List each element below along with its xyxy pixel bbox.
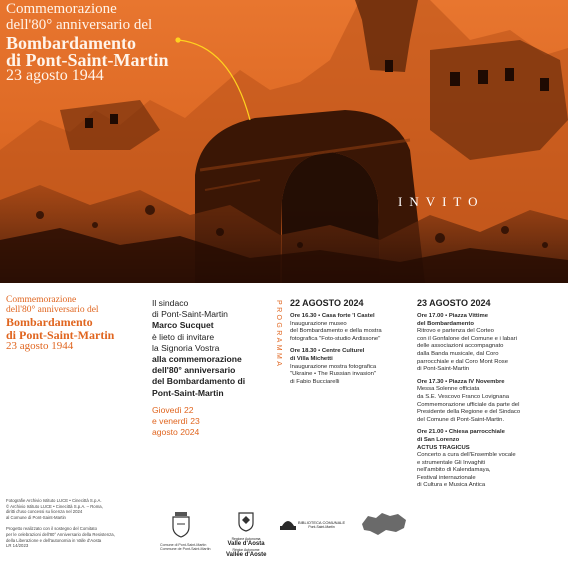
event-line: di Cultura e Musica Antica [417,482,486,489]
event-line: del Bombardamento [417,320,474,327]
left-title [6,296,142,353]
valle-line: Regione Autonoma [231,537,261,541]
event-time-place: Ore 18.30 • Centre Culturel [290,348,365,355]
invitation-date: e venerdì 23 [152,416,200,427]
event-line: di Fabio Bucciarelli [290,378,340,385]
event-line: ACTUS TRAGICUS [417,444,470,451]
invitation-line: Pont-Saint-Martin [152,387,224,398]
event-line: Inaugurazione mostra fotografica [290,363,377,370]
comune-logo [160,512,211,552]
programma-text: PROGRAMMA [275,300,282,369]
event-line: di San Lorenzo [417,436,460,443]
credits [6,498,146,549]
event-line: di Pont-Saint-Martin [417,366,470,373]
invitation-line: di Pont-Saint-Martin [152,309,228,320]
left-title-line-5: 23 agosto 1944 [6,340,74,353]
biblioteca-line: Pont-Saint-Martin [308,525,335,529]
invitation-line: la Signoria Vostra [152,342,220,353]
event-time-place: Ore 16.30 • Casa forte 'l Castel [290,313,375,319]
region-map-logo [360,510,410,543]
invitation-date: Giovedì 22 [152,404,194,415]
event-line: fotografica "Foto-studio Ardissone" [290,335,381,342]
event-line: di Villa Michetti [290,355,333,362]
event-line: Presidente della Regione e del Sindaco [417,409,521,416]
event-line: parrocchiale e dal Coro Mont Rose [417,358,509,365]
hero-title-line-3: Bombardamento [6,33,136,53]
valle-line: Région Autonome [232,548,260,552]
region-crest-icon [226,512,266,532]
day-2-heading: 23 AGOSTO 2024 [417,298,491,308]
event-line: nell'ambito di Kalendamaya, [417,467,491,474]
hero-title-line-2: dell'80° anniversario del [6,17,153,33]
valle-line: Valle d'Aosta [227,541,265,547]
day-2-schedule [417,298,565,490]
valle-aosta-logo [226,512,266,559]
event-time-place: Ore 17.00 • Piazza Vittime [417,313,489,319]
invitation-line: è lieto di invitare [152,331,215,342]
photo-credit-line: © Archivio Istituto LUCE • Cinecittà S.p.A. – Roma, [6,503,103,509]
invitation-line: del Bombardamento di [152,376,246,387]
event-line: del Comune di Pont-Saint-Martin. [417,416,505,423]
project-credit-line: LR 14/2023 [6,543,29,549]
event-line: del Bombardamento e della mostra [290,328,382,335]
event-line: da S.E. Vescovo Franco Lovignana [417,393,510,400]
event-line: delle associazioni accompagnato [417,343,504,350]
hero-title-line-4: di Pont-Saint-Martin [6,50,169,70]
project-credit-line: Progetto realizzato con il sostegno del Comitato [6,526,98,532]
programma-label [270,300,284,378]
event-time-place: Ore 21.00 • Chiesa parrocchiale [417,429,505,436]
event-line: Ritrovo e partenza del Corteo [417,328,494,335]
event-line: Concerto a cura dell'Ensemble vocale [417,452,516,459]
invitation-line: dell'80° anniversario [152,365,236,376]
invitation-line: Il sindaco [152,298,189,308]
coat-of-arms-icon [160,512,202,538]
invito-label: INVITO [398,194,485,209]
event-line: Inaugurazione museo [290,320,347,327]
invitation-date: agosto 2024 [152,427,200,438]
event-line: e strumentale Gli Invaghiti [417,459,486,466]
left-title-line-1: Commemorazione [6,295,77,305]
comune-caption-line: Comune di Pont-Saint-Martin [160,543,207,547]
event-line: dalla Banda musicale, dal Coro [417,350,499,357]
biblioteca-line: BIBLIOTECA COMUNALE [298,520,346,525]
day-1-schedule [290,298,412,386]
left-title-line-4: di Pont-Saint-Martin [6,327,115,342]
event-line: Messa Solenne officiata [417,386,480,393]
left-title-line-3: Bombardamento [6,314,93,329]
hero-photo [0,0,568,283]
invitation-text [152,298,277,438]
event-line: Festival internazionale [417,474,476,481]
photo-credit-line: al Comune di Pont-Saint-Martin [6,514,66,520]
invitation-line: alla commemorazione [152,354,242,365]
project-credit-line: per le celebrazioni dell'80° Anniversario della Resistenza, [6,531,115,537]
project-credit-line: della Liberazione e dell'autonomia in Valle d'Aosta [6,537,102,543]
event-line: con il Gonfalone del Comune e i labari [417,335,517,342]
invitation-line-mayor: Marco Sucquet [152,320,214,331]
photo-credit-line: Fotografie Archivio Istituto LUCE • Cinecittà S.p.A. [6,498,102,503]
comune-caption-line: Commune de Pont-Saint-Martin [160,547,211,552]
hero-title-line-1: Commemorazione [6,1,117,17]
biblioteca-logo [276,514,346,537]
hero-title-line-5: 23 agosto 1944 [6,67,104,84]
event-line: Commemorazione ufficiale da parte del [417,401,520,408]
event-line: "Ukraine • The Russian invasion" [290,371,377,378]
valle-aosta-map-icon [360,510,410,538]
day-1-heading: 22 AGOSTO 2024 [290,298,364,308]
event-time-place: Ore 17.30 • Piazza IV Novembre [417,378,505,385]
valle-line: Vallée d'Aoste [226,552,267,558]
photo-credit-line: diritti d'uso concessi su licenza nel 2024 [6,509,83,515]
left-title-line-2: dell'80° anniversario del [6,304,99,315]
